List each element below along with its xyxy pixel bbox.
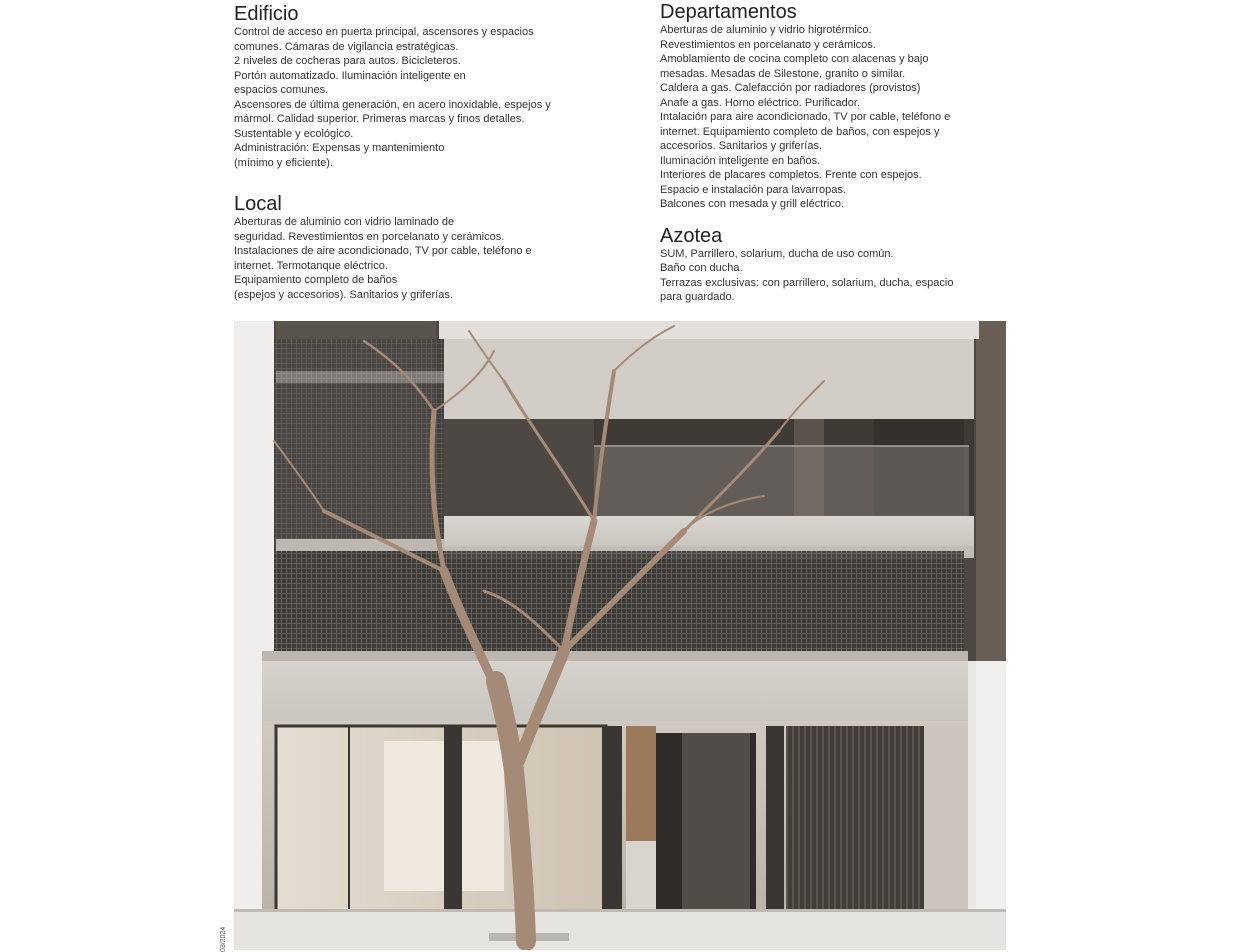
section-departamentos — [660, 2, 1020, 212]
text-line: (espejos y accesorios). Sanitarios y griferías. — [234, 288, 453, 301]
text-line: internet. Termotanque eléctrico. — [234, 259, 388, 272]
text-line: Instalaciones de aire acondicionado, TV por cable, teléfono e — [234, 245, 532, 257]
text-line: 2 niveles de cocheras para autos. Bicicleteros. — [234, 55, 461, 67]
section-body-local — [234, 215, 614, 302]
text-line: comunes. Cámaras de vigilancia estratégicas. — [234, 40, 459, 53]
text-line: Administración: Expensas y mantenimiento — [234, 142, 445, 154]
text-line: Intalación para aire acondicionado, TV por cable, teléfono e — [660, 111, 951, 123]
text-line: Portón automatizado. Iluminación inteligente en — [234, 69, 466, 82]
section-body-edificio — [234, 25, 614, 170]
text-line: Control de acceso en puerta principal, ascensores y espacios — [234, 26, 534, 38]
text-line: seguridad. Revestimientos en porcelanato y cerámicos. — [234, 230, 505, 243]
text-line: Aberturas de aluminio con vidrio laminado de — [234, 216, 455, 228]
text-line: Equipamiento completo de baños — [234, 274, 398, 286]
text-line: espacios comunes. — [234, 84, 329, 96]
section-title-edificio: Edificio — [234, 3, 299, 25]
section-body-azotea — [660, 247, 1020, 305]
right-column — [660, 2, 1020, 305]
section-azotea — [660, 226, 1020, 305]
text-line: Aberturas de aluminio y vidrio higrotérmico. — [660, 24, 872, 36]
text-line: Sustentable y ecológico. — [234, 127, 354, 140]
text-line: SUM, Parrillero, solarium, ducha de uso común. — [660, 247, 894, 260]
text-line: (mínimo y eficiente). — [234, 156, 334, 169]
section-local — [234, 194, 614, 302]
left-column — [234, 4, 614, 302]
building-render-image — [234, 321, 1006, 950]
text-line: Amoblamiento de cocina completo con alacenas y bajo — [660, 53, 929, 65]
section-title-local: Local — [234, 193, 282, 215]
text-line: Balcones con mesada y grill eléctrico. — [660, 198, 845, 210]
text-line: Baño con ducha. — [660, 262, 743, 274]
text-line: Terrazas exclusivas: con parrillero, solarium, ducha, espacio — [660, 276, 954, 289]
section-title-departamentos: Departamentos — [660, 1, 797, 23]
text-line: para guardado. — [660, 291, 735, 303]
text-line: Revestimientos en porcelanato y cerámicos. — [660, 38, 876, 51]
section-body-departamentos — [660, 23, 1020, 212]
text-line: Caldera a gas. Calefacción por radiadores (provistos) — [660, 82, 921, 94]
date-stamp: 03/2024 — [220, 926, 227, 952]
text-line: Espacio e instalación para lavarropas. — [660, 183, 846, 196]
text-line: Ascensores de última generación, en acero inoxidable, espejos y — [234, 98, 551, 111]
text-line: mesadas. Mesadas de Silestone, granito o similar. — [660, 67, 906, 80]
text-line: internet. Equipamiento completo de baños, con espejos y — [660, 125, 940, 138]
text-line: mármol. Calidad superior. Primeras marcas y finos detalles. — [234, 113, 525, 125]
text-line: Interiores de placares completos. Frente con espejos. — [660, 169, 922, 181]
text-line: accesorios. Sanitarios y griferías. — [660, 140, 823, 152]
text-line: Iluminación inteligente en baños. — [660, 154, 821, 167]
section-edificio — [234, 4, 614, 170]
text-line: Anafe a gas. Horno eléctrico. Purificador. — [660, 96, 860, 109]
section-title-azotea: Azotea — [660, 224, 723, 247]
